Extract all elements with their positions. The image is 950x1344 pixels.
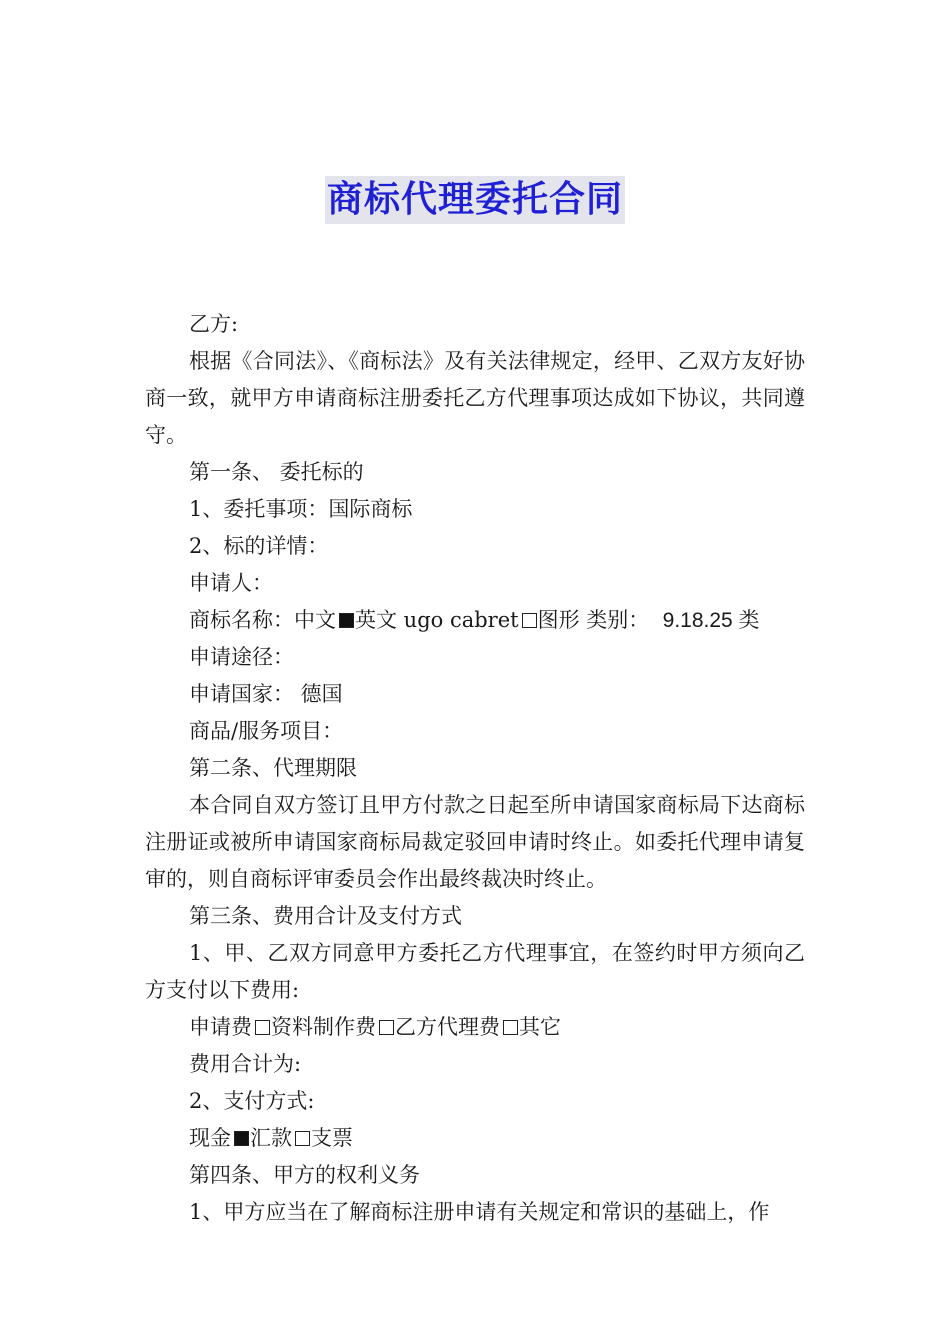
graphic-checkbox-icon <box>522 613 537 628</box>
article1-item2: 2、标的详情： <box>189 534 329 558</box>
document-title: 商标代理委托合同 <box>325 176 625 224</box>
payment-line <box>145 1120 805 1157</box>
article2-text: 本合同自双方签订且甲方付款之日起至所申请国家商标局下达商标注册证或被所申请国家商标局裁定驳回申请时终止。如委托代理申请复审的，则自商标评审委员会作出最终裁决时终止。 <box>145 793 805 891</box>
trademark-class-value: 9.18.25 类 <box>662 609 760 632</box>
payment-cheque: 支票 <box>311 1126 353 1150</box>
fees-total-line: 费用合计为: <box>189 1052 302 1076</box>
trademark-graphic-option: 图形 类别： <box>537 608 650 632</box>
fee-materials: 资料制作费 <box>271 1015 376 1039</box>
payment-remittance: 汇款 <box>250 1126 292 1150</box>
applicant-line: 申请人： <box>189 571 273 595</box>
article3-heading: 第三条、费用合计及支付方式 <box>189 904 462 928</box>
article4-heading: 第四条、甲方的权利义务 <box>189 1163 420 1187</box>
article3-item2: 2、支付方式: <box>189 1089 315 1113</box>
fee-other-checkbox-icon <box>503 1020 518 1035</box>
document-body <box>145 306 805 1231</box>
article2-heading: 第二条、代理期限 <box>189 756 357 780</box>
party-b-line: 乙方: <box>189 312 239 336</box>
country-line: 申请国家： 德国 <box>189 682 343 706</box>
trademark-line <box>145 602 805 639</box>
fee-materials-checkbox-icon <box>255 1020 270 1035</box>
fee-agent: 乙方代理费 <box>395 1015 500 1039</box>
fee-other: 其它 <box>519 1015 561 1039</box>
trademark-cn-option: 中文 <box>294 608 336 632</box>
fees-line <box>145 1009 805 1046</box>
article3-item1: 1、甲、乙双方同意甲方委托乙方代理事宜，在签约时甲方须向乙方支付以下费用: <box>145 941 805 1002</box>
fee-application: 申请费 <box>189 1015 252 1039</box>
en-checkbox-icon <box>339 613 354 628</box>
article1-item1: 1、委托事项：国际商标 <box>189 497 413 521</box>
goods-line: 商品/服务项目： <box>189 719 344 743</box>
trademark-en-option: 英文 ugo cabret <box>355 608 519 632</box>
title-container <box>0 176 950 224</box>
intro-paragraph: 根据《合同法》、《商标法》及有关法律规定，经甲、乙双方友好协商一致，就甲方申请商标注册委托乙方代理事项达成如下协议，共同遵守。 <box>145 349 805 447</box>
article1-heading: 第一条、 委托标的 <box>189 460 364 484</box>
article4-item1: 1、甲方应当在了解商标注册申请有关规定和常识的基础上，作 <box>189 1200 770 1224</box>
fee-agent-checkbox-icon <box>379 1020 394 1035</box>
route-line: 申请途径： <box>189 645 294 669</box>
cheque-checkbox-icon <box>295 1131 310 1146</box>
trademark-label: 商标名称： <box>189 608 294 632</box>
remittance-checkbox-icon <box>234 1131 249 1146</box>
payment-cash: 现金 <box>189 1126 231 1150</box>
